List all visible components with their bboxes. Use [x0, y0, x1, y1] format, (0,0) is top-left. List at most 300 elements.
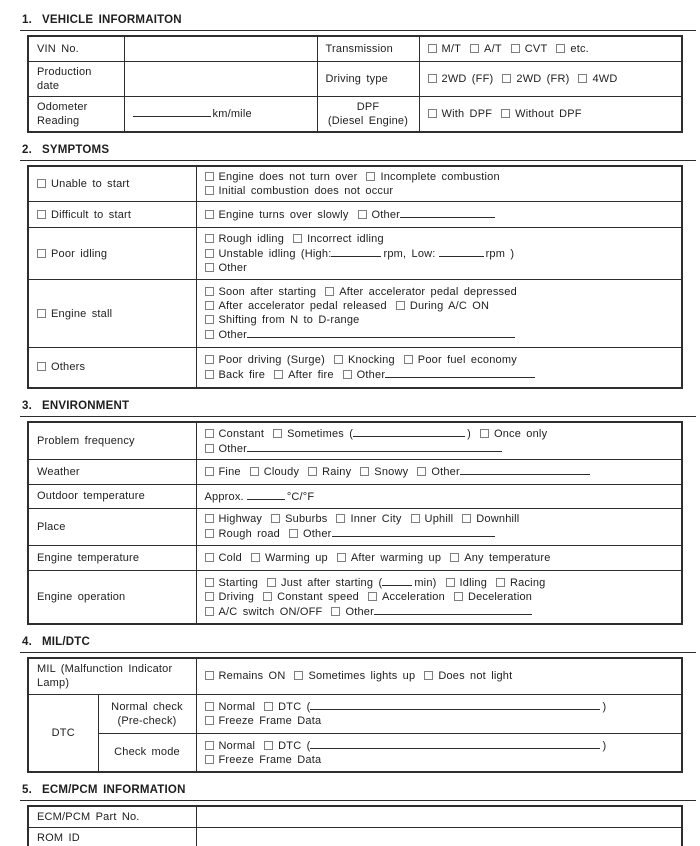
checkbox-icon[interactable]: [250, 467, 259, 476]
checkbox-option: [205, 740, 256, 752]
checkbox-icon[interactable]: [37, 179, 46, 188]
checkbox-option: [325, 286, 517, 298]
option-label: Rough idling: [218, 233, 285, 245]
checkbox-icon[interactable]: [446, 578, 455, 587]
checkbox-icon[interactable]: [511, 44, 520, 53]
checkbox-icon[interactable]: [366, 172, 375, 181]
row-label-cell: [28, 658, 196, 694]
checkbox-icon[interactable]: [294, 671, 303, 680]
option-label: Other: [371, 209, 401, 221]
option-label: Back fire: [218, 368, 266, 381]
mil-dtc-table: [27, 657, 683, 773]
row-label-cell: [98, 733, 196, 772]
section-ecm-pcm-information: [0, 784, 700, 846]
checkbox-icon[interactable]: [205, 578, 214, 587]
row-label-cell: [28, 202, 196, 228]
row-label-line: (Diesel Engine): [327, 114, 409, 127]
row-label-cell: [28, 694, 98, 772]
option-line: [205, 575, 674, 590]
options-cell: [196, 733, 682, 772]
option-line: [205, 367, 674, 382]
option-line: [428, 42, 674, 56]
option-label: Once only: [493, 427, 548, 440]
option-label: After warming up: [350, 551, 442, 564]
checkbox-option: [37, 361, 85, 373]
option-line: [205, 551, 674, 565]
checkbox-option: [205, 209, 349, 221]
checkbox-option: [294, 670, 415, 682]
option-line: [205, 714, 674, 728]
option-label: Without DPF: [515, 107, 582, 120]
option-label: Others: [51, 361, 86, 374]
option-label: Other: [356, 368, 386, 381]
option-label: Warming up: [264, 551, 328, 564]
fill-in-blank: [460, 464, 590, 475]
checkbox-option: [308, 466, 351, 478]
option-label: Constant speed: [277, 590, 359, 603]
option-line: [428, 72, 674, 86]
checkbox-option: [428, 73, 494, 85]
option-label: Other: [218, 329, 248, 341]
checkbox-icon[interactable]: [37, 249, 46, 258]
checkbox-icon[interactable]: [205, 186, 214, 195]
vehicle-information-table: [27, 35, 683, 133]
checkbox-icon[interactable]: [37, 309, 46, 318]
option-label: Normal: [218, 701, 256, 713]
checkbox-option: [358, 209, 401, 221]
row-label: Check mode: [114, 746, 180, 759]
row-label: ECM/PCM Part No.: [37, 811, 140, 823]
row-label: Engine temperature: [37, 551, 140, 564]
checkbox-option: [264, 701, 310, 713]
section-title: ENVIRONMENT: [42, 399, 130, 412]
checkbox-option: [37, 308, 112, 320]
option-line: [205, 512, 674, 526]
checkbox-option: [428, 43, 462, 55]
checkbox-icon[interactable]: [205, 755, 214, 764]
checkbox-icon[interactable]: [417, 467, 426, 476]
checkbox-option: [205, 329, 248, 341]
option-label: A/C switch ON/OFF: [218, 605, 323, 618]
checkbox-icon[interactable]: [205, 702, 214, 711]
checkbox-icon[interactable]: [205, 429, 214, 438]
option-label: Remains ON: [218, 670, 286, 683]
checkbox-option: [205, 606, 323, 618]
option-label: Starting: [218, 576, 259, 589]
option-line: [205, 353, 674, 367]
option-label: DTC (: [278, 739, 311, 752]
checkbox-option: [205, 248, 332, 260]
checkbox-option: [263, 591, 359, 603]
fill-in-blank: [353, 426, 465, 437]
checkbox-option: [411, 513, 454, 525]
option-line: [205, 699, 674, 714]
checkbox-icon[interactable]: [264, 741, 273, 750]
table-row: [28, 228, 682, 280]
options-cell: [419, 61, 682, 96]
row-label-cell: [28, 348, 196, 388]
option-label: Other: [218, 262, 248, 274]
checkbox-icon[interactable]: [334, 355, 343, 364]
checkbox-option: [417, 466, 460, 478]
checkbox-option: [264, 740, 310, 752]
checkbox-icon[interactable]: [274, 370, 283, 379]
checkbox-option: [360, 466, 408, 478]
checkbox-option: [470, 43, 502, 55]
checkbox-option: [293, 233, 384, 245]
option-label: Normal: [218, 739, 256, 752]
section-number: 2.: [22, 143, 32, 156]
checkbox-option: [511, 43, 548, 55]
checkbox-icon[interactable]: [205, 741, 214, 750]
section-symptoms: [0, 144, 700, 389]
row-label: Place: [37, 520, 66, 533]
option-label: Constant: [218, 427, 265, 440]
section-heading: [20, 14, 696, 31]
checkbox-option: [454, 591, 532, 603]
checkbox-icon[interactable]: [404, 355, 413, 364]
section-heading: [20, 784, 696, 801]
checkbox-option: [205, 354, 325, 366]
section-heading: [20, 144, 696, 161]
row-label: Odometer Reading: [37, 100, 88, 127]
checkbox-icon[interactable]: [205, 315, 214, 324]
checkbox-option: [556, 43, 589, 55]
section-vehicle-information: [0, 14, 700, 133]
option-line: [205, 526, 674, 541]
checkbox-option: [37, 209, 131, 221]
fill-in-blank: [439, 246, 484, 257]
checkbox-icon[interactable]: [480, 429, 489, 438]
options-cell: [124, 96, 317, 132]
options-cell: [196, 459, 682, 484]
table-row: [28, 61, 682, 96]
row-label-cell: [28, 806, 196, 828]
checkbox-icon[interactable]: [470, 44, 479, 53]
checkbox-icon[interactable]: [578, 74, 587, 83]
checkbox-icon[interactable]: [308, 467, 317, 476]
option-line: [205, 313, 674, 327]
option-label: Shifting from N to D-range: [218, 314, 360, 326]
option-line: [205, 738, 674, 753]
row-label: Engine operation: [37, 590, 126, 603]
option-label: DTC (: [278, 701, 311, 713]
options-cell: [196, 658, 682, 694]
vin-no-input-cell[interactable]: [124, 36, 317, 61]
section-title: VEHICLE INFORMAITON: [42, 14, 182, 26]
checkbox-icon[interactable]: [263, 592, 272, 601]
checkbox-icon[interactable]: [428, 44, 437, 53]
checkbox-option: [271, 513, 327, 525]
option-line: [205, 753, 674, 767]
checkbox-icon[interactable]: [205, 444, 214, 453]
checkbox-option: [289, 528, 332, 540]
table-row: [28, 422, 682, 460]
option-label: Incomplete combustion: [380, 170, 500, 183]
row-label-cell: [28, 545, 196, 570]
option-line: [205, 426, 674, 441]
checkbox-icon[interactable]: [358, 210, 367, 219]
checkbox-option: [337, 552, 441, 564]
checkbox-option: [404, 354, 517, 366]
checkbox-icon[interactable]: [462, 514, 471, 523]
checkbox-icon[interactable]: [293, 234, 302, 243]
checkbox-icon[interactable]: [501, 109, 510, 118]
row-label-cell: [28, 570, 196, 624]
section-title: SYMPTOMS: [42, 143, 110, 156]
option-label: Just after starting (: [281, 576, 383, 589]
table-row: [28, 348, 682, 388]
option-label: A/T: [484, 42, 502, 55]
fill-in-blank: [382, 575, 412, 586]
checkbox-icon[interactable]: [205, 249, 214, 258]
table-row: [28, 545, 682, 570]
checkbox-option: [205, 233, 285, 245]
checkbox-option: [446, 577, 488, 589]
checkbox-icon[interactable]: [289, 529, 298, 538]
checkbox-icon[interactable]: [205, 287, 214, 296]
row-label-cell: [28, 36, 124, 61]
option-line: [205, 489, 674, 504]
checkbox-icon[interactable]: [205, 607, 214, 616]
option-label: Any temperature: [464, 551, 551, 564]
production-date-input-cell[interactable]: [124, 61, 317, 96]
options-cell: [196, 508, 682, 545]
option-line: [205, 441, 674, 456]
fill-in-blank: [310, 738, 600, 749]
table-row: [28, 658, 682, 694]
row-label-line: DPF: [356, 100, 380, 113]
options-cell: [196, 348, 682, 388]
option-line: [205, 170, 674, 184]
option-label: Soon after starting: [218, 286, 317, 298]
checkbox-icon[interactable]: [411, 514, 420, 523]
option-text: Approx.: [204, 490, 244, 503]
checkbox-icon[interactable]: [205, 330, 214, 339]
checkbox-icon[interactable]: [360, 467, 369, 476]
row-label-cell: [28, 61, 124, 96]
option-label: Fine: [218, 466, 241, 478]
checkbox-icon[interactable]: [428, 109, 437, 118]
section-number: 5.: [22, 784, 32, 796]
option-label: Sometimes (: [287, 427, 354, 440]
option-label: Incorrect idling: [307, 233, 384, 245]
option-label: Engine stall: [51, 307, 113, 320]
option-text: ): [467, 427, 471, 440]
options-cell: [196, 166, 682, 202]
option-label: Does not light: [438, 670, 513, 683]
ecm-pcm-part-no-input-cell[interactable]: [196, 806, 682, 828]
checkbox-option: [368, 591, 445, 603]
row-label-cell: [28, 228, 196, 280]
checkbox-icon[interactable]: [331, 607, 340, 616]
checkbox-icon[interactable]: [325, 287, 334, 296]
checkbox-option: [205, 300, 387, 312]
table-row: [28, 508, 682, 545]
option-label: Cold: [218, 551, 242, 564]
row-label: Outdoor temperature: [37, 490, 145, 502]
checkbox-option: [205, 577, 259, 589]
checkbox-icon[interactable]: [337, 553, 346, 562]
option-label: Unable to start: [51, 177, 130, 190]
checkbox-icon[interactable]: [205, 514, 214, 523]
checkbox-icon[interactable]: [205, 592, 214, 601]
checkbox-option: [334, 354, 395, 366]
checkbox-icon[interactable]: [205, 301, 214, 310]
option-label: Freeze Frame Data: [218, 753, 322, 766]
fill-in-blank: [332, 526, 495, 537]
option-line: [205, 669, 674, 683]
option-text: ): [602, 739, 607, 752]
checkbox-icon[interactable]: [273, 429, 282, 438]
option-label: Snowy: [374, 466, 409, 478]
option-label: Sometimes lights up: [308, 670, 416, 683]
checkbox-icon[interactable]: [205, 263, 214, 272]
checkbox-icon[interactable]: [428, 74, 437, 83]
options-cell: [419, 36, 682, 61]
checkbox-option: [396, 300, 489, 312]
checkbox-icon[interactable]: [205, 671, 214, 680]
fill-in-blank: [374, 604, 532, 615]
option-label: Downhill: [476, 513, 520, 525]
checkbox-option: [205, 754, 322, 766]
checkbox-icon[interactable]: [205, 529, 214, 538]
checkbox-icon[interactable]: [336, 514, 345, 523]
section-mil-dtc: [0, 636, 700, 773]
environment-table: [27, 421, 683, 626]
option-label: Acceleration: [382, 590, 445, 603]
checkbox-icon[interactable]: [271, 514, 280, 523]
checkbox-icon[interactable]: [205, 553, 214, 562]
row-label-cell: [317, 36, 419, 61]
checkbox-icon[interactable]: [396, 301, 405, 310]
checkbox-icon[interactable]: [368, 592, 377, 601]
symptoms-table: [27, 165, 683, 389]
row-label-cell: [28, 280, 196, 348]
checkbox-option: [37, 178, 130, 190]
checkbox-icon[interactable]: [502, 74, 511, 83]
table-row: [28, 570, 682, 624]
row-label-cell: [28, 166, 196, 202]
option-line: [205, 184, 674, 198]
checkbox-option: [250, 466, 299, 478]
row-label-cell: [28, 828, 196, 846]
option-label: Racing: [510, 576, 546, 589]
checkbox-icon[interactable]: [450, 553, 459, 562]
checkbox-option: [267, 577, 382, 589]
option-line: [205, 285, 674, 299]
option-label: Knocking: [347, 353, 395, 366]
option-text: min): [414, 576, 437, 589]
option-line: [133, 106, 309, 121]
checkbox-icon[interactable]: [454, 592, 463, 601]
option-line: [205, 232, 674, 246]
checkbox-icon[interactable]: [205, 370, 214, 379]
checkbox-option: [205, 513, 263, 525]
option-label: Freeze Frame Data: [218, 715, 322, 727]
checkbox-option: [205, 528, 281, 540]
rom-id-input-cell[interactable]: [196, 828, 682, 846]
option-label: 2WD (FR): [516, 72, 570, 85]
checkbox-icon[interactable]: [343, 370, 352, 379]
checkbox-option: [205, 262, 248, 274]
checkbox-icon[interactable]: [205, 210, 214, 219]
options-cell: [419, 96, 682, 132]
checkbox-option: [205, 670, 286, 682]
option-label: Poor driving (Surge): [218, 353, 325, 366]
checkbox-icon[interactable]: [205, 355, 214, 364]
row-label-cell: [28, 484, 196, 508]
checkbox-option: [37, 248, 107, 260]
checkbox-icon[interactable]: [556, 44, 565, 53]
fill-in-blank: [400, 207, 495, 218]
checkbox-option: [450, 552, 550, 564]
checkbox-option: [366, 171, 499, 183]
row-label: MIL (Malfunction Indicator Lamp): [37, 663, 173, 690]
checkbox-icon[interactable]: [267, 578, 276, 587]
option-line: [205, 464, 674, 479]
checkbox-option: [502, 73, 569, 85]
checkbox-icon[interactable]: [264, 702, 273, 711]
checkbox-icon[interactable]: [37, 210, 46, 219]
option-text: ): [602, 701, 607, 713]
row-label-cell: [28, 422, 196, 460]
section-heading: [20, 400, 696, 417]
checkbox-icon[interactable]: [205, 716, 214, 725]
checkbox-icon[interactable]: [37, 362, 46, 371]
checkbox-option: [251, 552, 328, 564]
checkbox-option: [578, 73, 617, 85]
checkbox-option: [205, 591, 255, 603]
checkbox-option: [205, 701, 256, 713]
option-label: Difficult to start: [51, 208, 132, 221]
checkbox-icon[interactable]: [205, 234, 214, 243]
option-label: M/T: [441, 42, 462, 55]
option-line: [205, 261, 674, 275]
option-label: Rough road: [218, 528, 280, 540]
option-label: During A/C ON: [409, 300, 490, 312]
option-text: °C/°F: [286, 490, 315, 503]
option-label: Deceleration: [467, 590, 533, 603]
fill-in-blank: [247, 489, 285, 500]
option-text: rpm, Low:: [383, 248, 436, 260]
options-cell: [196, 570, 682, 624]
option-label: Initial combustion does not occur: [218, 184, 394, 197]
checkbox-option: [205, 552, 242, 564]
checkbox-icon[interactable]: [251, 553, 260, 562]
option-line: [205, 327, 674, 342]
checkbox-icon[interactable]: [424, 671, 433, 680]
option-text: rpm ): [485, 248, 515, 260]
table-row: [28, 96, 682, 132]
section-title: MIL/DTC: [42, 636, 91, 648]
row-label: Weather: [37, 465, 80, 478]
checkbox-option: [205, 171, 358, 183]
option-label: Engine turns over slowly: [218, 209, 349, 221]
checkbox-option: [205, 314, 360, 326]
option-label: Inner City: [350, 513, 402, 525]
checkbox-icon[interactable]: [205, 467, 214, 476]
fill-in-blank: [385, 367, 535, 378]
checkbox-icon[interactable]: [205, 172, 214, 181]
row-label: VIN No.: [37, 42, 79, 55]
checkbox-icon[interactable]: [496, 578, 505, 587]
option-label: Other: [218, 442, 248, 455]
section-heading: [20, 636, 696, 653]
checkbox-option: [462, 513, 519, 525]
options-cell: [196, 202, 682, 228]
option-label: 2WD (FF): [441, 72, 494, 85]
